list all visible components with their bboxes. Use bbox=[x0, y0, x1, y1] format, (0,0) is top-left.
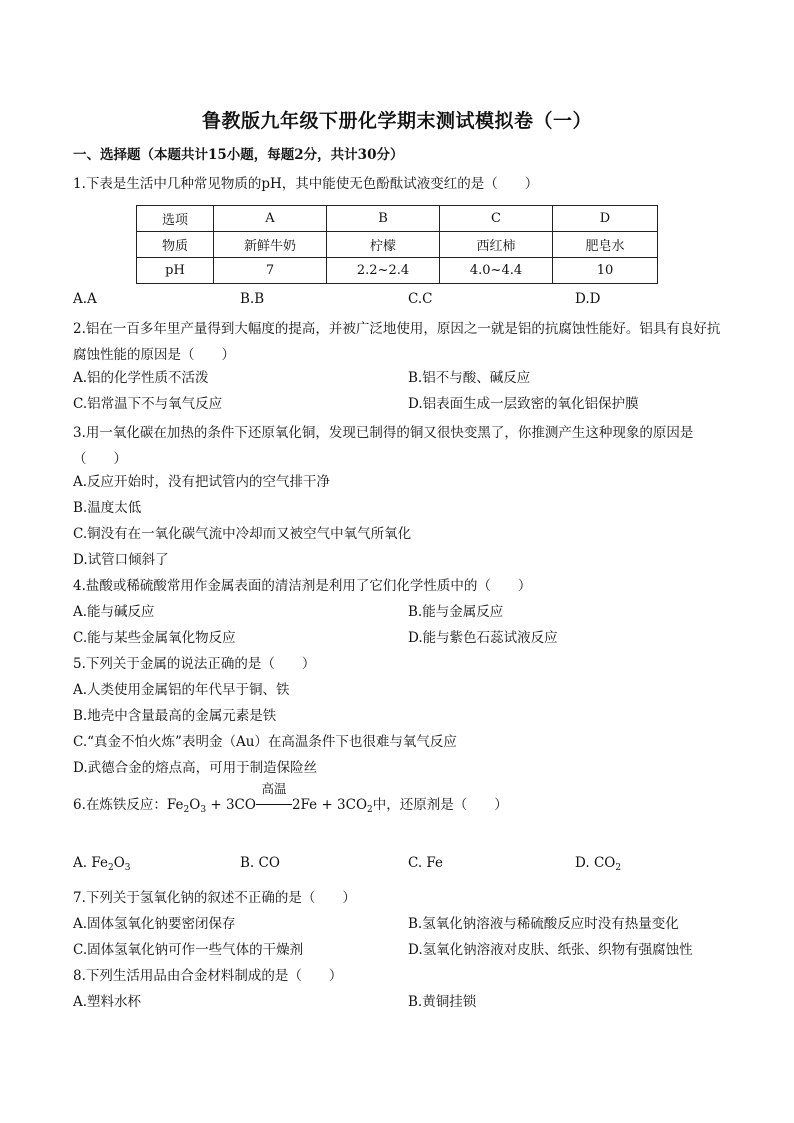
table-cell: 新鲜牛奶 bbox=[214, 232, 327, 258]
ph-table bbox=[136, 205, 658, 284]
option-b[interactable]: B. CO bbox=[240, 855, 280, 871]
question-6-prefix: 6.在炼铁反应： bbox=[73, 797, 167, 813]
question-5-stem: 5.下列关于金属的说法正确的是（ ） bbox=[73, 656, 316, 672]
table-cell: 西红柿 bbox=[440, 232, 553, 258]
option-a[interactable]: A.固体氢氧化钠要密闭保存 bbox=[73, 916, 236, 932]
option-d[interactable]: D.氢氧化钠溶液对皮肤、纸张、织物有强腐蚀性 bbox=[408, 942, 693, 958]
option-d[interactable]: D.铝表面生成一层致密的氧化铝保护膜 bbox=[408, 396, 639, 412]
table-cell: A bbox=[214, 206, 327, 232]
table-cell: 7 bbox=[214, 258, 327, 284]
option-a[interactable]: A.能与碱反应 bbox=[73, 604, 155, 620]
option-b[interactable]: B.B bbox=[240, 291, 265, 307]
option-d[interactable]: D.能与紫色石蕊试液反应 bbox=[408, 630, 558, 646]
table-cell: 柠檬 bbox=[327, 232, 440, 258]
reaction-condition: 高温 bbox=[261, 781, 287, 796]
table-cell: C bbox=[440, 206, 553, 232]
option-d[interactable]: D. $CO_2$ bbox=[575, 855, 622, 873]
table-cell: 物质 bbox=[137, 232, 214, 258]
option-b[interactable]: B.铝不与酸、碱反应 bbox=[408, 370, 531, 386]
table-cell: 选项 bbox=[137, 206, 214, 232]
option-a[interactable]: A.反应开始时，没有把试管内的空气排干净 bbox=[73, 474, 331, 490]
option-c[interactable]: C.铜没有在一氧化碳气流中冷却而又被空气中氧气所氧化 bbox=[73, 526, 412, 542]
page-title: 鲁教版九年级下册化学期末测试模拟卷（一） bbox=[201, 110, 592, 132]
option-b[interactable]: B.黄铜挂锁 bbox=[408, 994, 477, 1010]
question-4-stem: 4.盐酸或稀硫酸常用作金属表面的清洁剂是利用了它们化学性质中的（ ） bbox=[73, 578, 532, 594]
option-c[interactable]: C.C bbox=[408, 291, 433, 307]
option-c[interactable]: C.“真金不怕火炼”表明金（Au）在高温条件下也很难与氧气反应 bbox=[73, 734, 457, 750]
option-a[interactable]: A.A bbox=[73, 291, 97, 307]
option-d[interactable]: D.试管口倾斜了 bbox=[73, 552, 169, 568]
option-b[interactable]: B.地壳中含量最高的金属元素是铁 bbox=[73, 708, 277, 724]
option-d[interactable]: D.武德合金的熔点高，可用于制造保险丝 bbox=[73, 760, 318, 776]
table-cell: pH bbox=[137, 258, 214, 284]
option-c[interactable]: C.固体氢氧化钠可作一些气体的干燥剂 bbox=[73, 942, 304, 958]
table-cell: 肥皂水 bbox=[553, 232, 658, 258]
question-8-stem: 8.下列生活用品由合金材料制成的是（ ） bbox=[73, 968, 343, 984]
table-cell: D bbox=[553, 206, 658, 232]
option-a[interactable]: A.塑料水杯 bbox=[73, 994, 142, 1010]
table-cell: B bbox=[327, 206, 440, 232]
question-7-stem: 7.下列关于氢氧化钠的叙述不正确的是（ ） bbox=[73, 890, 356, 906]
table-row bbox=[137, 258, 658, 284]
option-c[interactable]: C.能与某些金属氧化物反应 bbox=[73, 630, 236, 646]
table-cell: 2.2~2.4 bbox=[327, 258, 440, 284]
table-cell: 4.0~4.4 bbox=[440, 258, 553, 284]
equation: $Fe_2O_3 + 3CO$ 高温 $2Fe + 3CO_2$ bbox=[166, 781, 373, 815]
question-6-suffix: 中，还原剂是（ ） bbox=[372, 797, 508, 813]
option-b[interactable]: B.氢氧化钠溶液与稀硫酸反应时没有热量变化 bbox=[408, 916, 679, 932]
option-d[interactable]: D.D bbox=[575, 291, 601, 307]
option-a[interactable]: A. $Fe_2O_3$ bbox=[73, 855, 131, 873]
option-b[interactable]: B.温度太低 bbox=[73, 500, 142, 516]
option-a[interactable]: A.铝的化学性质不活泼 bbox=[73, 370, 209, 386]
question-3-stem: 3.用一氧化碳在加热的条件下还原氧化铜，发现已制得的铜又很快变黑了，你推测产生这种现象的原因是（ ） bbox=[73, 425, 694, 467]
option-b[interactable]: B.能与金属反应 bbox=[408, 604, 504, 620]
table-row bbox=[137, 232, 658, 258]
option-c[interactable]: C.铝常温下不与氧气反应 bbox=[73, 396, 223, 412]
section-heading: 一、选择题（本题共计15小题，每题2分，共计30分） bbox=[73, 147, 404, 163]
question-6-stem bbox=[73, 781, 508, 819]
question-2-stem: 2.铝在一百多年里产量得到大幅度的提高，并被广泛地使用，原因之一就是铝的抗腐蚀性能好。铝具有良好抗腐蚀性能的原因是（ ） bbox=[73, 321, 721, 363]
table-row bbox=[137, 206, 658, 232]
option-c[interactable]: C. Fe bbox=[408, 855, 444, 871]
question-1-stem: 1.下表是生活中几种常见物质的pH，其中能使无色酚酞试液变红的是（ ） bbox=[73, 176, 539, 192]
option-a[interactable]: A.人类使用金属铝的年代早于铜、铁 bbox=[73, 682, 290, 698]
table-cell: 10 bbox=[553, 258, 658, 284]
